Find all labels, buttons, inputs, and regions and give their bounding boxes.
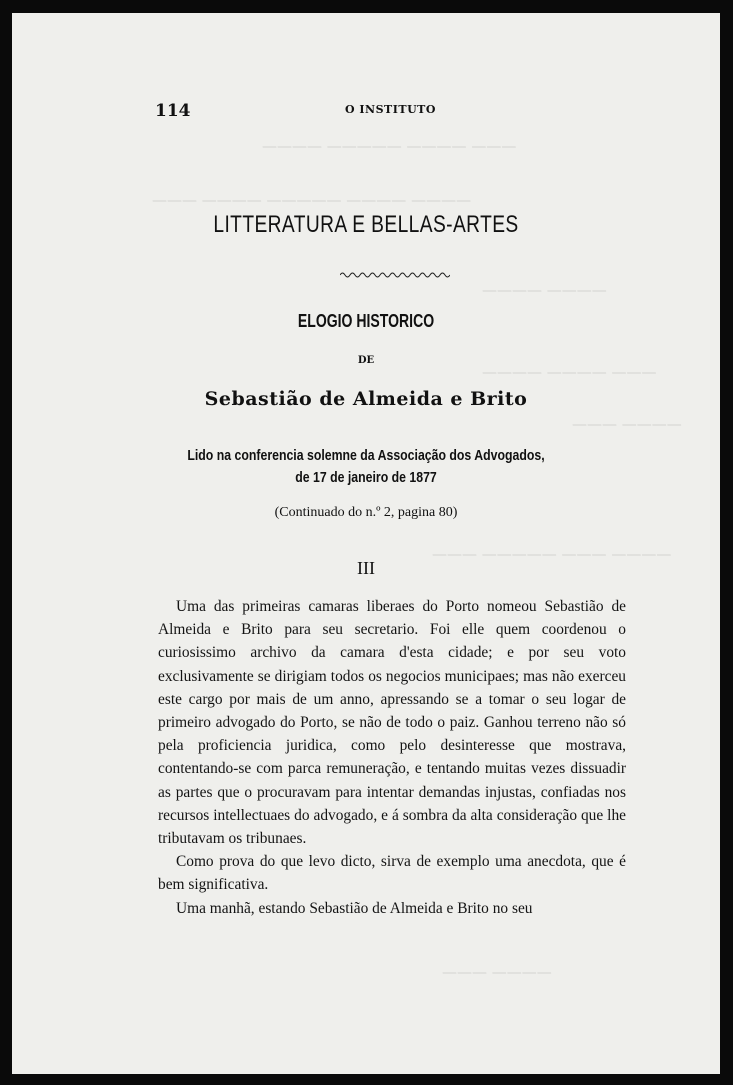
ornamental-rule <box>340 271 450 279</box>
continuation-note: (Continuado do n.º 2, pagina 80) <box>274 505 458 520</box>
article-heading: ELOGIO HISTORICO <box>297 311 435 331</box>
article-subject: Sebastião de Almeida e Brito <box>204 388 528 410</box>
document-page <box>12 13 720 1074</box>
part-number: III <box>357 558 375 578</box>
bleed-through-decoration: ———— ——— <box>442 963 552 981</box>
paragraph: Como prova do que levo dicto, sirva de exemplo uma anecdota, que é bem significativa. <box>158 853 626 894</box>
bleed-through-decoration: ———— ——— ————— ——— <box>432 545 672 563</box>
occasion-line: Lido na conferencia solemne da Associação dos Advogados, <box>187 447 545 464</box>
paragraph: Uma manhã, estando Sebastião de Almeida e Brito no seu <box>176 899 533 917</box>
occasion-line: de 17 de janeiro de 1877 <box>295 469 437 486</box>
bleed-through-decoration: ——— ———— ————— ———— <box>262 137 517 155</box>
paragraph: Uma das primeiras camaras liberaes do Porto nomeou Sebastião de Almeida e Brito para seu secretario. Foi elle quem coordenou o curiosissimo archivo da camara d'esta cidade; e por seu voto exclusivamente se dirigiam todos os negocios municipaes; mas não exerceu este cargo por mais de um anno, apressando se a tomar o seu logar de primeiro advogado do Porto, se não de todo o paiz. Ganhou terreno não só pela proficiencia juridica, como pelo desinteresse que mostrava, contentando-se com parca remuneração, e tentando muitas vezes dissuadir as partes que o procuravam para intentar demandas injustas, confiadas nos recursos intellectuaes do advogado, e á sombra da alta consideração que lhe tributavam os tribunaes. <box>158 598 626 848</box>
article-preposition: DE <box>357 355 375 366</box>
bleed-through-decoration: ———— ———— <box>482 281 607 299</box>
bleed-through-decoration: ———— ———— ————— ———— ——— <box>152 191 472 209</box>
section-title: LITTERATURA E BELLAS-ARTES <box>213 211 519 238</box>
page-header <box>155 101 535 121</box>
article-body <box>158 595 626 920</box>
running-title: O INSTITUTO <box>345 103 436 116</box>
bleed-through-decoration: ——— ———— ———— <box>482 363 657 381</box>
article-occasion <box>76 445 657 489</box>
bleed-through-decoration: ———— ——— <box>572 415 682 433</box>
page-number: 114 <box>155 101 191 121</box>
